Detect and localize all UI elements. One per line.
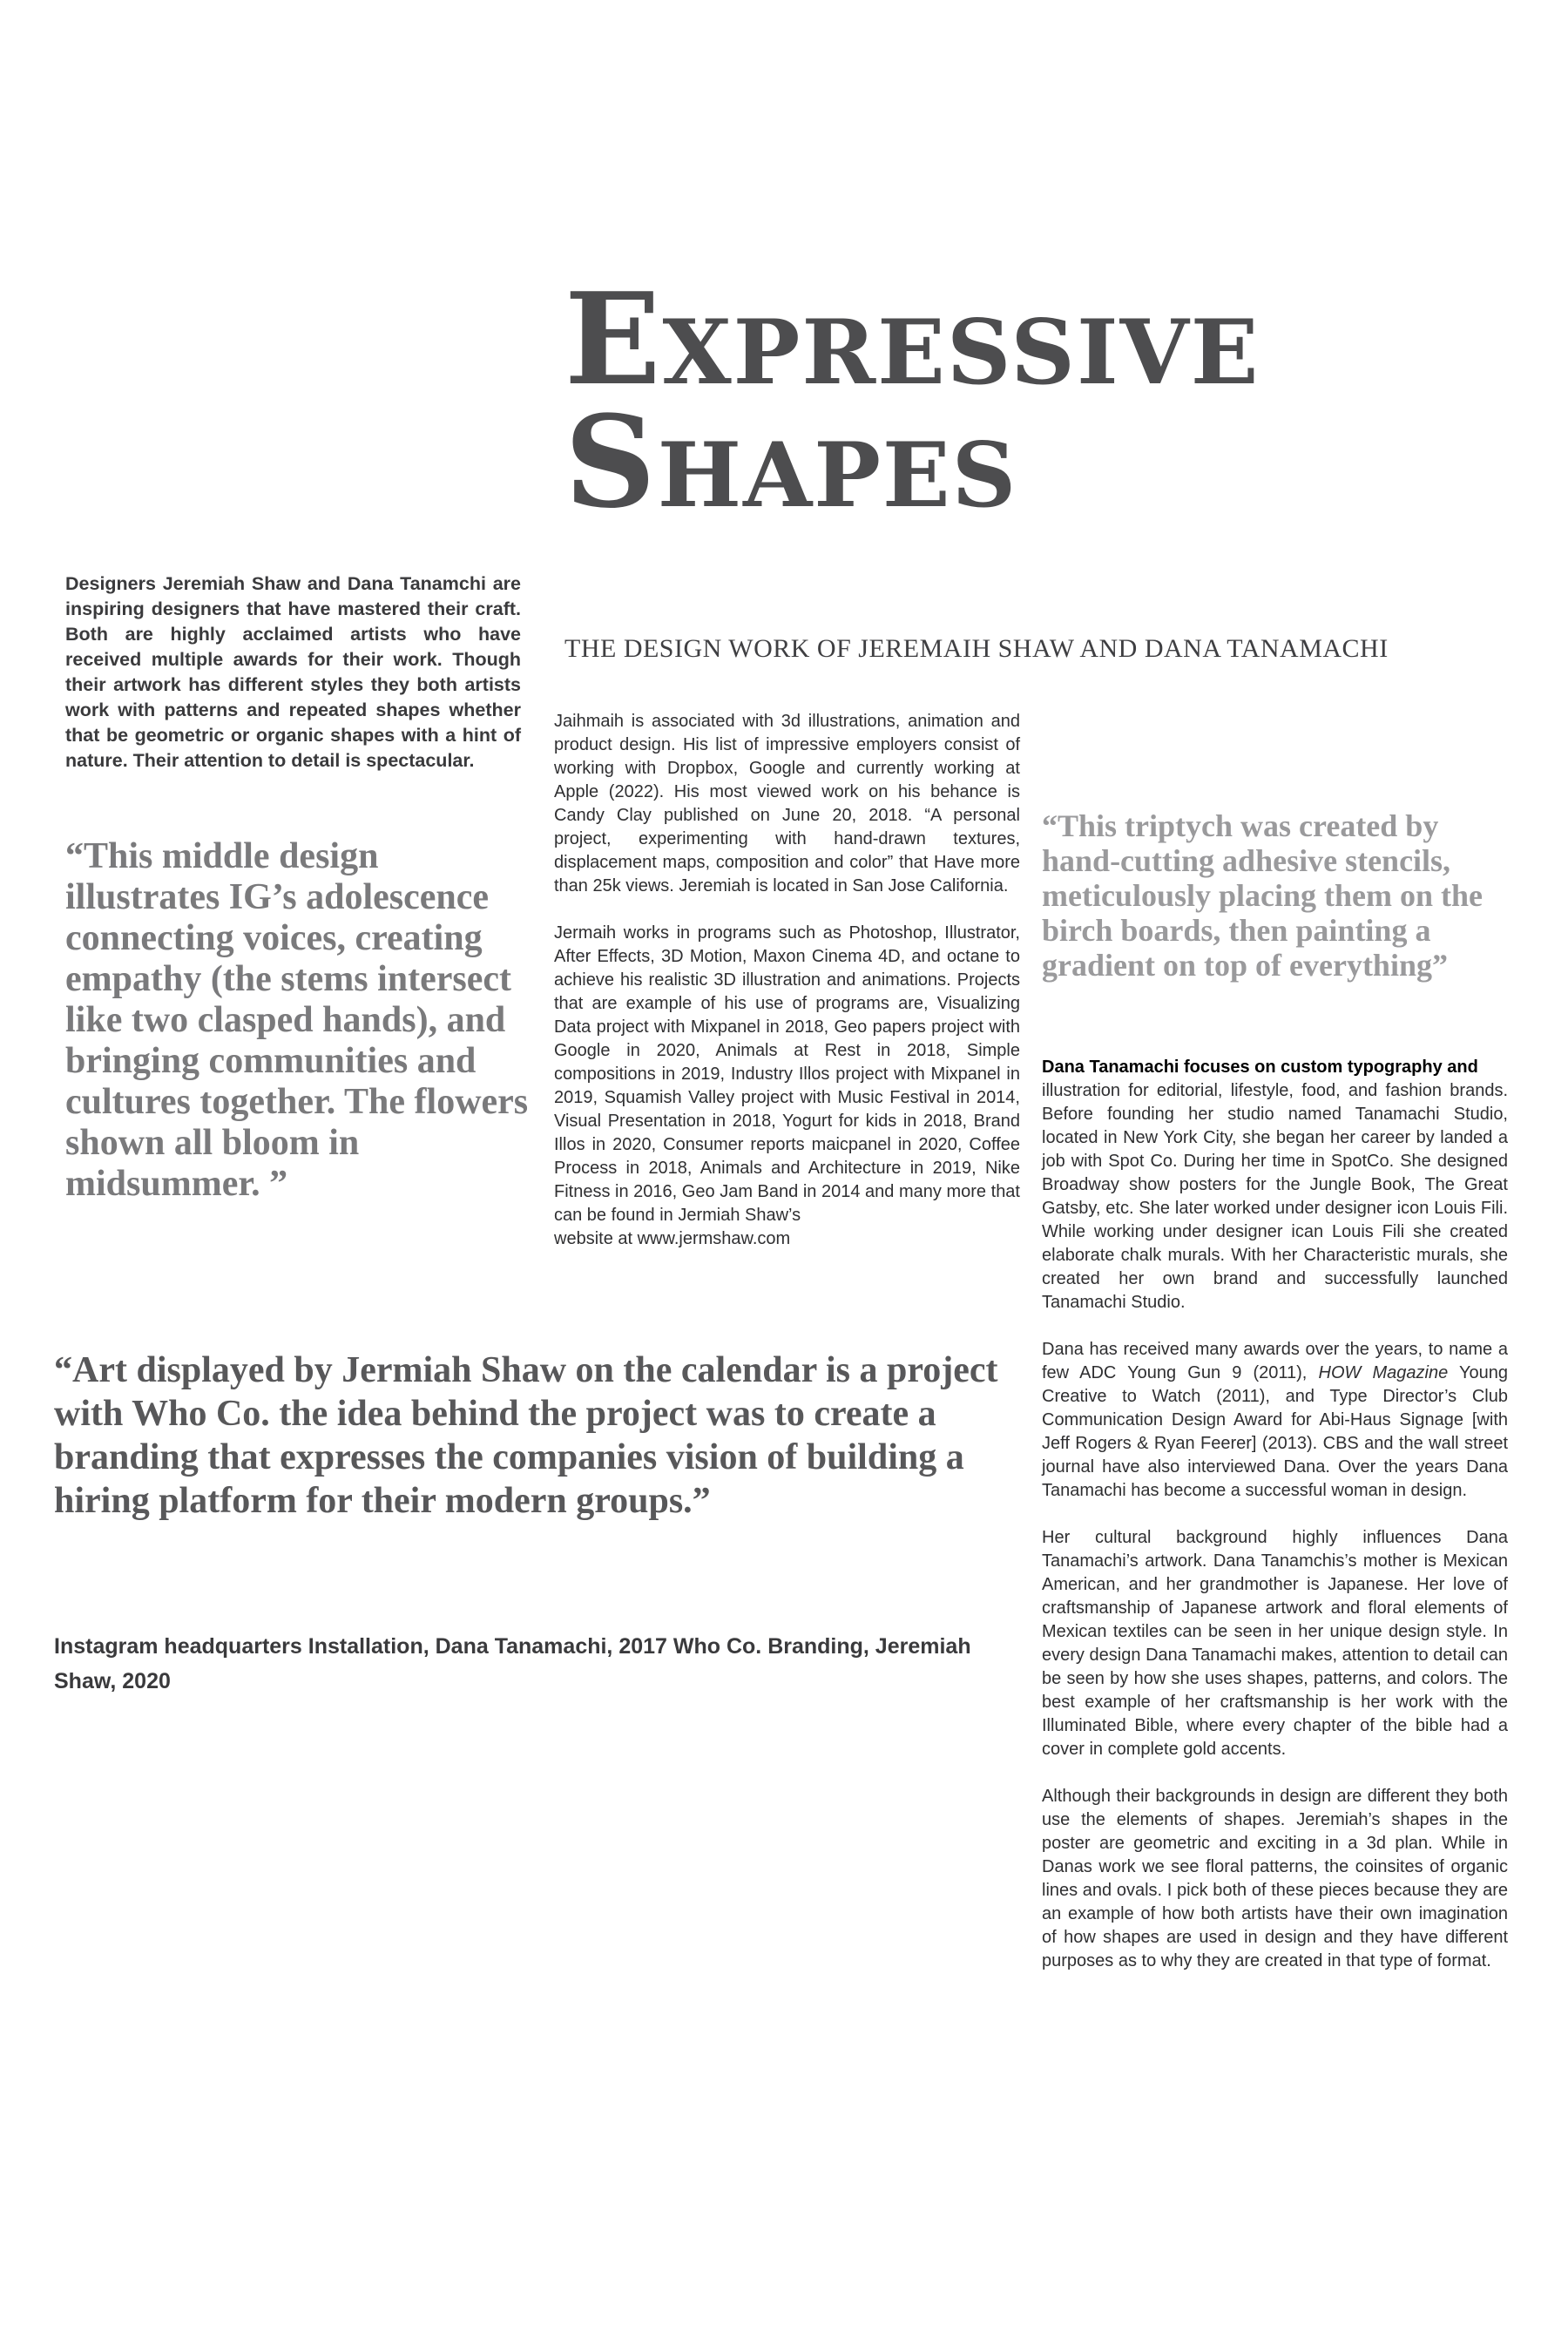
jeremiah-column <box>554 710 1020 1251</box>
page-title <box>564 266 1260 537</box>
pull-quote-right: “This triptych was created by hand-cutting adhesive stencils, meticulously placing them on the birch boards, then painting a gradient on top of everything” <box>1042 808 1484 983</box>
dana-paragraph-2: Dana has received many awards over the years, to name a few ADC Young Gun 9 (2011), HOW Magazine Young Creative to Watch (2011), and Type Director’s Club Communication Design Award for Abi-Haus Signage [with Jeff Rogers & Ryan Feerer] (2013). CBS and the wall street journal have also interviewed Dana. Over the years Dana Tanamachi has become a successful woman in design. <box>1042 1340 1509 1500</box>
dana-paragraph-3: Her cultural background highly influences Dana Tanamachi’s artwork. Dana Tanamchis’s mother is Mexican American, and her grandmother is Japanese. Her love of craftsmanship of Japanese artwork and floral elements of Mexican textiles can be seen in her unique design style. In every design Dana Tanamachi makes, attention to detail can be seen by how she uses shapes, patterns, and colors. The best example of her craftsmanship is her work with the Illuminated Bible, where every chapter of the bible had a cover in complete gold accents. <box>1042 1528 1508 1759</box>
image-caption: Instagram headquarters Installation, Dana Tanamachi, 2017 Who Co. Branding, Jeremiah Shaw, 2020 <box>54 1634 971 1693</box>
dana-paragraph-1: illustration for editorial, lifestyle, food, and fashion brands. Before founding her studio named Tanamachi Studio, located in New York City, she began her career by landed a job with Spot Co. During her time in SpotCo. She designed Broadway show posters for the Jungle Book, The Great Gatsby, etc. She later worked under designer icon Louis Fili. While working under designer ican Louis Fili she created elaborate chalk murals. With her Characteristic murals, she created her own brand and successfully launched Tanamachi Studio. <box>1042 1081 1508 1312</box>
dana-paragraph-1-lead: Dana Tanamachi focuses on custom typography and <box>1042 1058 1478 1077</box>
intro-paragraph: Designers Jeremiah Shaw and Dana Tanamchi are inspiring designers that have mastered their craft. Both are highly acclaimed artists who have received multiple awards for their work. Though their artwork has different styles they both artists work with patterns and repeated shapes whether that be geometric or organic shapes with a hint of nature. Their attention to detail is spectacular. <box>65 573 521 771</box>
title-line-2: Shapes <box>564 389 1018 537</box>
dana-column <box>1042 1056 1508 1997</box>
title-line-1: Expressive <box>564 266 1260 414</box>
jeremiah-paragraph-1: Jaihmaih is associated with 3d illustrations, animation and product design. His list of impressive employers consist of working with Dropbox, Google and currently working at Apple (2022). His most viewed work on his behance is Candy Clay published on June 20, 2018. “A personal project, experimenting with hand-drawn textures, displacement maps, composition and color” that Have more than 25k views. Jeremiah is located in San Jose California. <box>554 712 1020 896</box>
dana-paragraph-4: Although their backgrounds in design are different they both use the elements of shapes. Jeremiah’s shapes in the poster are geometric and exciting in a 3d plan. While in Danas work we see floral patterns, the coinsites of organic lines and ovals. I pick both of these pieces because they are an example of how both artists have their own imagination of how shapes are used in design and they have different purposes as to why they are created in that type of format. <box>1042 1787 1508 1970</box>
pull-quote-left: “This middle design illustrates IG’s adolescence connecting voices, creating empathy (the stems intersect like two clasped hands), and bringing communities and cultures together. The flowers shown all bloom in midsummer. ” <box>65 836 529 1204</box>
pull-quote-bottom: “Art displayed by Jermiah Shaw on the calendar is a project with Who Co. the idea behind the project was to create a branding that expresses the companies vision of building a hiring platform for their modern groups.” <box>54 1350 998 1521</box>
jeremiah-paragraph-2: Jermaih works in programs such as Photoshop, Illustrator, After Effects, 3D Motion, Maxon Cinema 4D, and octane to achieve his realistic 3D illustration and animations. Projects that are example of his use of programs are, Visualizing Data project with Mixpanel in 2018, Geo papers project with Google in 2020, Animals at Rest in 2018, Simple compositions in 2019, Industry Illos project with Mixpanel in 2019, Squamish Valley project with Music Festival in 2014, Visual Presentation in 2018, Yogurt for kids in 2018, Brand Illos in 2020, Consumer reports maicpanel in 2020, Coffee Process in 2018, Animals and Architecture in 2019, Nike Fitness in 2016, Geo Jam Band in 2014 and many more that can be found in Jermiah Shaw’s <box>554 923 1020 1225</box>
subtitle: THE DESIGN WORK OF JEREMAIH SHAW AND DANA TANAMACHI <box>564 634 1389 663</box>
jeremiah-website: website at www.jermshaw.com <box>554 1229 791 1248</box>
